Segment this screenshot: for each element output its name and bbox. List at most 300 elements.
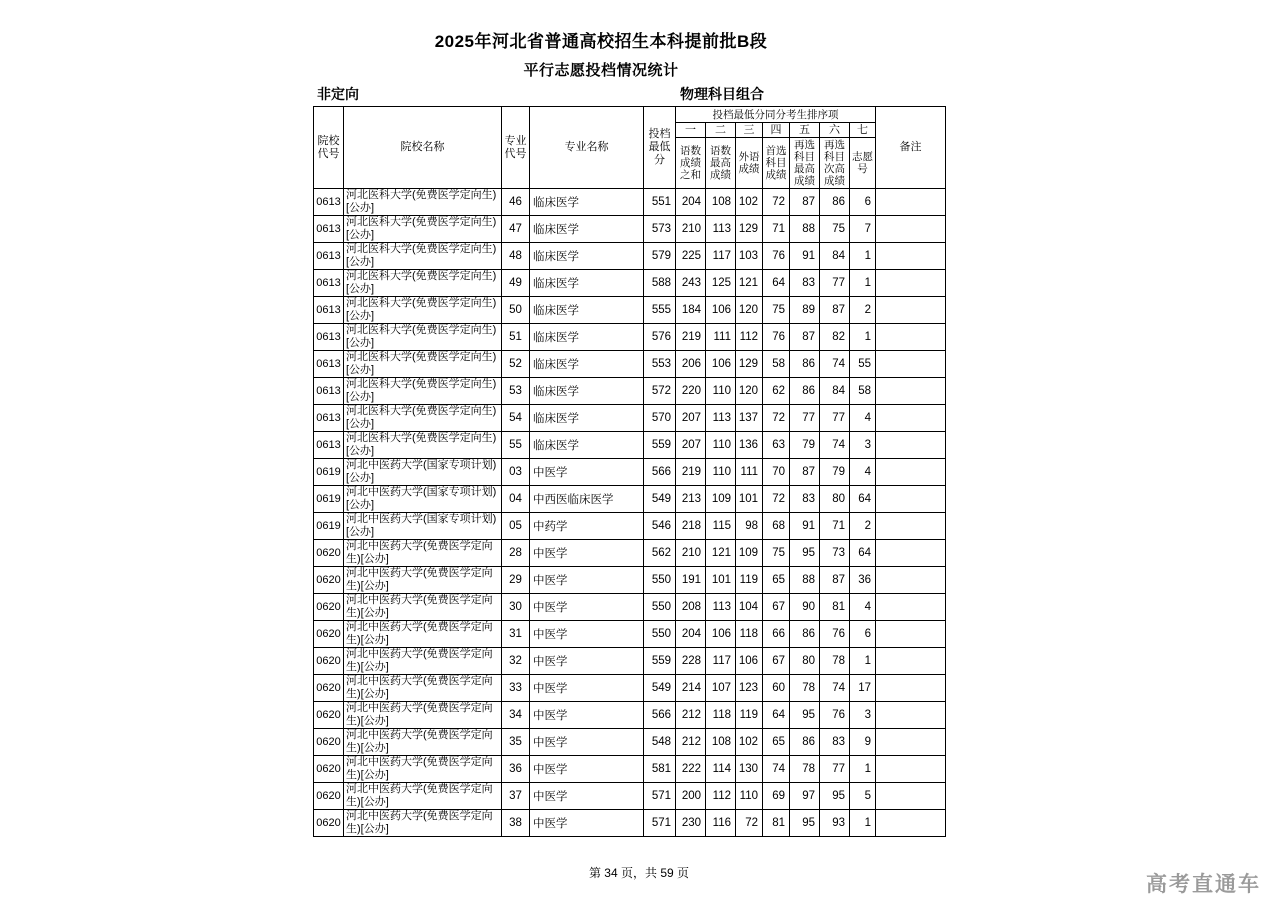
- sort3-foreign-lang-cell: 129: [736, 216, 763, 243]
- sort7-volunteer-number-cell: 58: [850, 378, 876, 405]
- remark-cell: [876, 432, 946, 459]
- sort5-reselect-max-cell: 95: [790, 702, 820, 729]
- major-code-cell: 35: [502, 729, 530, 756]
- sort3-foreign-lang-cell: 119: [736, 567, 763, 594]
- header-sort-num-2: 二: [706, 123, 736, 138]
- sort4-first-subject-cell: 70: [763, 459, 790, 486]
- major-name-cell: 中医学: [530, 540, 644, 567]
- sort6-reselect-second-cell: 75: [820, 216, 850, 243]
- major-name-cell: 中医学: [530, 567, 644, 594]
- college-code-cell: 0613: [314, 243, 344, 270]
- min-score-cell: 555: [644, 297, 676, 324]
- sort5-reselect-max-cell: 88: [790, 216, 820, 243]
- min-score-cell: 551: [644, 189, 676, 216]
- college-code-cell: 0620: [314, 648, 344, 675]
- major-name-cell: 临床医学: [530, 270, 644, 297]
- sort5-reselect-max-cell: 91: [790, 243, 820, 270]
- sort4-first-subject-cell: 81: [763, 810, 790, 837]
- sort6-reselect-second-cell: 87: [820, 297, 850, 324]
- sort5-reselect-max-cell: 95: [790, 540, 820, 567]
- major-name-cell: 临床医学: [530, 351, 644, 378]
- sort4-first-subject-cell: 60: [763, 675, 790, 702]
- sort6-reselect-second-cell: 95: [820, 783, 850, 810]
- min-score-cell: 566: [644, 459, 676, 486]
- sort3-foreign-lang-cell: 103: [736, 243, 763, 270]
- table-row: [314, 648, 946, 675]
- sort4-first-subject-cell: 65: [763, 729, 790, 756]
- college-code-cell: 0619: [314, 459, 344, 486]
- remark-cell: [876, 405, 946, 432]
- sort4-first-subject-cell: 64: [763, 270, 790, 297]
- major-name-cell: 中医学: [530, 702, 644, 729]
- sort3-foreign-lang-cell: 118: [736, 621, 763, 648]
- sort7-volunteer-number-cell: 6: [850, 189, 876, 216]
- table-row: [314, 324, 946, 351]
- college-code-cell: 0620: [314, 594, 344, 621]
- sort1-lang-math-sum-cell: 222: [676, 756, 706, 783]
- remark-cell: [876, 567, 946, 594]
- major-name-cell: 临床医学: [530, 216, 644, 243]
- sort2-lang-math-max-cell: 111: [706, 324, 736, 351]
- sort2-lang-math-max-cell: 116: [706, 810, 736, 837]
- college-name-cell: 河北医科大学(免费医学定向生)[公办]: [344, 324, 502, 351]
- header-major-name: 专业名称: [530, 107, 644, 189]
- header-sort-num-3: 三: [736, 123, 763, 138]
- college-name-cell: 河北中医药大学(免费医学定向生)[公办]: [344, 621, 502, 648]
- major-name-cell: 中医学: [530, 621, 644, 648]
- sort3-foreign-lang-cell: 119: [736, 702, 763, 729]
- sort5-reselect-max-cell: 86: [790, 378, 820, 405]
- table-row: [314, 540, 946, 567]
- major-code-cell: 05: [502, 513, 530, 540]
- major-name-cell: 中医学: [530, 459, 644, 486]
- sort3-foreign-lang-cell: 110: [736, 783, 763, 810]
- sort7-volunteer-number-cell: 1: [850, 648, 876, 675]
- table-row: [314, 513, 946, 540]
- major-name-cell: 中医学: [530, 648, 644, 675]
- sort5-reselect-max-cell: 78: [790, 675, 820, 702]
- college-code-cell: 0620: [314, 756, 344, 783]
- sort1-lang-math-sum-cell: 230: [676, 810, 706, 837]
- sort3-foreign-lang-cell: 102: [736, 729, 763, 756]
- major-code-cell: 32: [502, 648, 530, 675]
- table-row: [314, 486, 946, 513]
- remark-cell: [876, 378, 946, 405]
- min-score-cell: 572: [644, 378, 676, 405]
- major-name-cell: 临床医学: [530, 189, 644, 216]
- sort2-lang-math-max-cell: 106: [706, 621, 736, 648]
- remark-cell: [876, 594, 946, 621]
- major-name-cell: 临床医学: [530, 297, 644, 324]
- sort4-first-subject-cell: 67: [763, 594, 790, 621]
- sort1-lang-math-sum-cell: 225: [676, 243, 706, 270]
- min-score-cell: 573: [644, 216, 676, 243]
- sort2-lang-math-max-cell: 118: [706, 702, 736, 729]
- sort3-foreign-lang-cell: 111: [736, 459, 763, 486]
- sort7-volunteer-number-cell: 2: [850, 297, 876, 324]
- sort3-foreign-lang-cell: 98: [736, 513, 763, 540]
- sort3-foreign-lang-cell: 137: [736, 405, 763, 432]
- sort7-volunteer-number-cell: 4: [850, 405, 876, 432]
- sort3-foreign-lang-cell: 129: [736, 351, 763, 378]
- major-name-cell: 临床医学: [530, 324, 644, 351]
- sort3-foreign-lang-cell: 123: [736, 675, 763, 702]
- table-row: [314, 270, 946, 297]
- sort2-lang-math-max-cell: 110: [706, 432, 736, 459]
- sort7-volunteer-number-cell: 1: [850, 270, 876, 297]
- major-name-cell: 中医学: [530, 756, 644, 783]
- sort2-lang-math-max-cell: 113: [706, 405, 736, 432]
- sort6-reselect-second-cell: 86: [820, 189, 850, 216]
- sort2-lang-math-max-cell: 108: [706, 189, 736, 216]
- table-row: [314, 405, 946, 432]
- admission-table: [313, 106, 946, 837]
- remark-cell: [876, 702, 946, 729]
- remark-cell: [876, 783, 946, 810]
- major-name-cell: 中医学: [530, 810, 644, 837]
- college-name-cell: 河北中医药大学(免费医学定向生)[公办]: [344, 756, 502, 783]
- college-code-cell: 0619: [314, 513, 344, 540]
- min-score-cell: 571: [644, 783, 676, 810]
- min-score-cell: 579: [644, 243, 676, 270]
- sort7-volunteer-number-cell: 4: [850, 459, 876, 486]
- sort2-lang-math-max-cell: 117: [706, 648, 736, 675]
- table-row: [314, 729, 946, 756]
- college-name-cell: 河北医科大学(免费医学定向生)[公办]: [344, 270, 502, 297]
- remark-cell: [876, 621, 946, 648]
- min-score-cell: 546: [644, 513, 676, 540]
- major-name-cell: 中医学: [530, 783, 644, 810]
- college-code-cell: 0613: [314, 432, 344, 459]
- sort4-first-subject-cell: 65: [763, 567, 790, 594]
- sort7-volunteer-number-cell: 4: [850, 594, 876, 621]
- college-code-cell: 0613: [314, 297, 344, 324]
- college-code-cell: 0613: [314, 351, 344, 378]
- sort3-foreign-lang-cell: 101: [736, 486, 763, 513]
- major-code-cell: 30: [502, 594, 530, 621]
- sort6-reselect-second-cell: 84: [820, 378, 850, 405]
- sort2-lang-math-max-cell: 117: [706, 243, 736, 270]
- table-row: [314, 702, 946, 729]
- sort5-reselect-max-cell: 87: [790, 324, 820, 351]
- major-code-cell: 46: [502, 189, 530, 216]
- min-score-cell: 570: [644, 405, 676, 432]
- sort1-lang-math-sum-cell: 208: [676, 594, 706, 621]
- sort7-volunteer-number-cell: 1: [850, 243, 876, 270]
- sort2-lang-math-max-cell: 110: [706, 378, 736, 405]
- college-name-cell: 河北中医药大学(国家专项计划)[公办]: [344, 486, 502, 513]
- subject-combination-label: 物理科目组合: [680, 86, 764, 102]
- sort7-volunteer-number-cell: 1: [850, 324, 876, 351]
- sort4-first-subject-cell: 75: [763, 540, 790, 567]
- major-code-cell: 51: [502, 324, 530, 351]
- major-code-cell: 53: [502, 378, 530, 405]
- sort7-volunteer-number-cell: 1: [850, 810, 876, 837]
- sort1-lang-math-sum-cell: 210: [676, 216, 706, 243]
- college-code-cell: 0613: [314, 216, 344, 243]
- major-code-cell: 31: [502, 621, 530, 648]
- sort4-first-subject-cell: 66: [763, 621, 790, 648]
- table-row: [314, 216, 946, 243]
- college-code-cell: 0620: [314, 783, 344, 810]
- remark-cell: [876, 486, 946, 513]
- header-sort-num-7: 七: [850, 123, 876, 138]
- college-name-cell: 河北中医药大学(免费医学定向生)[公办]: [344, 648, 502, 675]
- sort3-foreign-lang-cell: 72: [736, 810, 763, 837]
- sort7-volunteer-number-cell: 55: [850, 351, 876, 378]
- sort1-lang-math-sum-cell: 212: [676, 702, 706, 729]
- table-row: [314, 783, 946, 810]
- college-name-cell: 河北中医药大学(免费医学定向生)[公办]: [344, 567, 502, 594]
- college-code-cell: 0620: [314, 567, 344, 594]
- page-titles: [0, 27, 1202, 80]
- sort5-reselect-max-cell: 88: [790, 567, 820, 594]
- sort5-reselect-max-cell: 83: [790, 486, 820, 513]
- major-name-cell: 中西医临床医学: [530, 486, 644, 513]
- admission-table-wrapper: [313, 106, 946, 837]
- min-score-cell: 576: [644, 324, 676, 351]
- sort6-reselect-second-cell: 87: [820, 567, 850, 594]
- sort2-lang-math-max-cell: 107: [706, 675, 736, 702]
- sort5-reselect-max-cell: 86: [790, 621, 820, 648]
- sort7-volunteer-number-cell: 36: [850, 567, 876, 594]
- major-code-cell: 37: [502, 783, 530, 810]
- table-row: [314, 432, 946, 459]
- remark-cell: [876, 675, 946, 702]
- remark-cell: [876, 270, 946, 297]
- sort4-first-subject-cell: 76: [763, 243, 790, 270]
- major-code-cell: 36: [502, 756, 530, 783]
- header-major-code: 专业代号: [502, 107, 530, 189]
- min-score-cell: 550: [644, 567, 676, 594]
- sort2-lang-math-max-cell: 109: [706, 486, 736, 513]
- college-name-cell: 河北中医药大学(免费医学定向生)[公办]: [344, 783, 502, 810]
- remark-cell: [876, 351, 946, 378]
- remark-cell: [876, 648, 946, 675]
- remark-cell: [876, 540, 946, 567]
- sort5-reselect-max-cell: 83: [790, 270, 820, 297]
- sort5-reselect-max-cell: 77: [790, 405, 820, 432]
- sort4-first-subject-cell: 64: [763, 702, 790, 729]
- table-body: [314, 189, 946, 837]
- sort2-lang-math-max-cell: 101: [706, 567, 736, 594]
- page-title-line2: 平行志愿投档情况统计: [523, 62, 679, 79]
- major-code-cell: 47: [502, 216, 530, 243]
- major-name-cell: 临床医学: [530, 432, 644, 459]
- header-sort-label-3: 外语成绩: [736, 138, 763, 189]
- sort4-first-subject-cell: 72: [763, 189, 790, 216]
- sort5-reselect-max-cell: 80: [790, 648, 820, 675]
- sort1-lang-math-sum-cell: 228: [676, 648, 706, 675]
- sort5-reselect-max-cell: 87: [790, 459, 820, 486]
- sort5-reselect-max-cell: 97: [790, 783, 820, 810]
- sort3-foreign-lang-cell: 104: [736, 594, 763, 621]
- college-code-cell: 0620: [314, 810, 344, 837]
- min-score-cell: 566: [644, 702, 676, 729]
- sort7-volunteer-number-cell: 1: [850, 756, 876, 783]
- sort6-reselect-second-cell: 80: [820, 486, 850, 513]
- college-code-cell: 0620: [314, 729, 344, 756]
- major-name-cell: 临床医学: [530, 243, 644, 270]
- college-name-cell: 河北中医药大学(免费医学定向生)[公办]: [344, 594, 502, 621]
- min-score-cell: 550: [644, 621, 676, 648]
- major-code-cell: 52: [502, 351, 530, 378]
- sort5-reselect-max-cell: 95: [790, 810, 820, 837]
- header-sort-label-1: 语数成绩之和: [676, 138, 706, 189]
- header-sort-label-4: 首选科目成绩: [763, 138, 790, 189]
- major-code-cell: 34: [502, 702, 530, 729]
- sort3-foreign-lang-cell: 120: [736, 297, 763, 324]
- sort3-foreign-lang-cell: 102: [736, 189, 763, 216]
- sort1-lang-math-sum-cell: 218: [676, 513, 706, 540]
- sort1-lang-math-sum-cell: 213: [676, 486, 706, 513]
- sort1-lang-math-sum-cell: 220: [676, 378, 706, 405]
- sort5-reselect-max-cell: 90: [790, 594, 820, 621]
- table-row: [314, 351, 946, 378]
- major-code-cell: 38: [502, 810, 530, 837]
- major-name-cell: 中医学: [530, 729, 644, 756]
- header-college-code: 院校代号: [314, 107, 344, 189]
- table-row: [314, 189, 946, 216]
- min-score-cell: 559: [644, 432, 676, 459]
- sort2-lang-math-max-cell: 106: [706, 351, 736, 378]
- header-remark: 备注: [876, 107, 946, 189]
- table-header: [314, 107, 946, 189]
- sort7-volunteer-number-cell: 7: [850, 216, 876, 243]
- sort7-volunteer-number-cell: 3: [850, 702, 876, 729]
- college-code-cell: 0620: [314, 621, 344, 648]
- college-name-cell: 河北中医药大学(免费医学定向生)[公办]: [344, 702, 502, 729]
- sort2-lang-math-max-cell: 121: [706, 540, 736, 567]
- major-name-cell: 中医学: [530, 594, 644, 621]
- sort3-foreign-lang-cell: 112: [736, 324, 763, 351]
- sort4-first-subject-cell: 74: [763, 756, 790, 783]
- sort5-reselect-max-cell: 86: [790, 729, 820, 756]
- table-row: [314, 243, 946, 270]
- sort4-first-subject-cell: 76: [763, 324, 790, 351]
- sort5-reselect-max-cell: 78: [790, 756, 820, 783]
- college-name-cell: 河北中医药大学(免费医学定向生)[公办]: [344, 729, 502, 756]
- major-code-cell: 33: [502, 675, 530, 702]
- table-row: [314, 756, 946, 783]
- remark-cell: [876, 189, 946, 216]
- sort3-foreign-lang-cell: 109: [736, 540, 763, 567]
- college-name-cell: 河北中医药大学(国家专项计划)[公办]: [344, 459, 502, 486]
- header-sort-label-5: 再选科目最高成绩: [790, 138, 820, 189]
- major-code-cell: 28: [502, 540, 530, 567]
- sort6-reselect-second-cell: 82: [820, 324, 850, 351]
- sort5-reselect-max-cell: 87: [790, 189, 820, 216]
- sort4-first-subject-cell: 72: [763, 486, 790, 513]
- major-code-cell: 29: [502, 567, 530, 594]
- college-name-cell: 河北医科大学(免费医学定向生)[公办]: [344, 351, 502, 378]
- sort1-lang-math-sum-cell: 212: [676, 729, 706, 756]
- sort1-lang-math-sum-cell: 200: [676, 783, 706, 810]
- sort1-lang-math-sum-cell: 207: [676, 405, 706, 432]
- sort6-reselect-second-cell: 73: [820, 540, 850, 567]
- college-code-cell: 0613: [314, 189, 344, 216]
- header-sort-num-6: 六: [820, 123, 850, 138]
- college-name-cell: 河北医科大学(免费医学定向生)[公办]: [344, 189, 502, 216]
- remark-cell: [876, 459, 946, 486]
- remark-cell: [876, 297, 946, 324]
- table-row: [314, 297, 946, 324]
- remark-cell: [876, 324, 946, 351]
- major-code-cell: 48: [502, 243, 530, 270]
- college-name-cell: 河北中医药大学(国家专项计划)[公办]: [344, 513, 502, 540]
- sort1-lang-math-sum-cell: 207: [676, 432, 706, 459]
- header-college-name: 院校名称: [344, 107, 502, 189]
- sort7-volunteer-number-cell: 9: [850, 729, 876, 756]
- header-sort-num-5: 五: [790, 123, 820, 138]
- sort1-lang-math-sum-cell: 214: [676, 675, 706, 702]
- sort7-volunteer-number-cell: 17: [850, 675, 876, 702]
- table-row: [314, 567, 946, 594]
- table-row: [314, 459, 946, 486]
- major-name-cell: 临床医学: [530, 378, 644, 405]
- sort6-reselect-second-cell: 71: [820, 513, 850, 540]
- sort7-volunteer-number-cell: 6: [850, 621, 876, 648]
- sort1-lang-math-sum-cell: 191: [676, 567, 706, 594]
- college-name-cell: 河北中医药大学(免费医学定向生)[公办]: [344, 675, 502, 702]
- min-score-cell: 571: [644, 810, 676, 837]
- sort6-reselect-second-cell: 84: [820, 243, 850, 270]
- table-row: [314, 594, 946, 621]
- major-code-cell: 04: [502, 486, 530, 513]
- sort4-first-subject-cell: 63: [763, 432, 790, 459]
- remark-cell: [876, 756, 946, 783]
- sort6-reselect-second-cell: 74: [820, 432, 850, 459]
- major-code-cell: 49: [502, 270, 530, 297]
- min-score-cell: 548: [644, 729, 676, 756]
- min-score-cell: 550: [644, 594, 676, 621]
- sort6-reselect-second-cell: 81: [820, 594, 850, 621]
- sort1-lang-math-sum-cell: 204: [676, 189, 706, 216]
- remark-cell: [876, 513, 946, 540]
- page-number: 第 34 页，共 59 页: [588, 866, 690, 880]
- sort2-lang-math-max-cell: 112: [706, 783, 736, 810]
- sort4-first-subject-cell: 75: [763, 297, 790, 324]
- sort2-lang-math-max-cell: 106: [706, 297, 736, 324]
- sort7-volunteer-number-cell: 3: [850, 432, 876, 459]
- sort1-lang-math-sum-cell: 184: [676, 297, 706, 324]
- min-score-cell: 549: [644, 486, 676, 513]
- sort6-reselect-second-cell: 93: [820, 810, 850, 837]
- sort7-volunteer-number-cell: 64: [850, 486, 876, 513]
- min-score-cell: 553: [644, 351, 676, 378]
- min-score-cell: 559: [644, 648, 676, 675]
- college-code-cell: 0620: [314, 675, 344, 702]
- sort2-lang-math-max-cell: 125: [706, 270, 736, 297]
- min-score-cell: 588: [644, 270, 676, 297]
- remark-cell: [876, 216, 946, 243]
- header-sort-label-2: 语数最高成绩: [706, 138, 736, 189]
- college-code-cell: 0620: [314, 702, 344, 729]
- college-name-cell: 河北医科大学(免费医学定向生)[公办]: [344, 405, 502, 432]
- college-name-cell: 河北中医药大学(免费医学定向生)[公办]: [344, 810, 502, 837]
- min-score-cell: 549: [644, 675, 676, 702]
- sort4-first-subject-cell: 71: [763, 216, 790, 243]
- sort4-first-subject-cell: 58: [763, 351, 790, 378]
- min-score-cell: 581: [644, 756, 676, 783]
- header-min-score: 投档最低分: [644, 107, 676, 189]
- table-row: [314, 378, 946, 405]
- sort3-foreign-lang-cell: 121: [736, 270, 763, 297]
- sort6-reselect-second-cell: 74: [820, 351, 850, 378]
- college-name-cell: 河北医科大学(免费医学定向生)[公办]: [344, 243, 502, 270]
- remark-cell: [876, 243, 946, 270]
- sort5-reselect-max-cell: 86: [790, 351, 820, 378]
